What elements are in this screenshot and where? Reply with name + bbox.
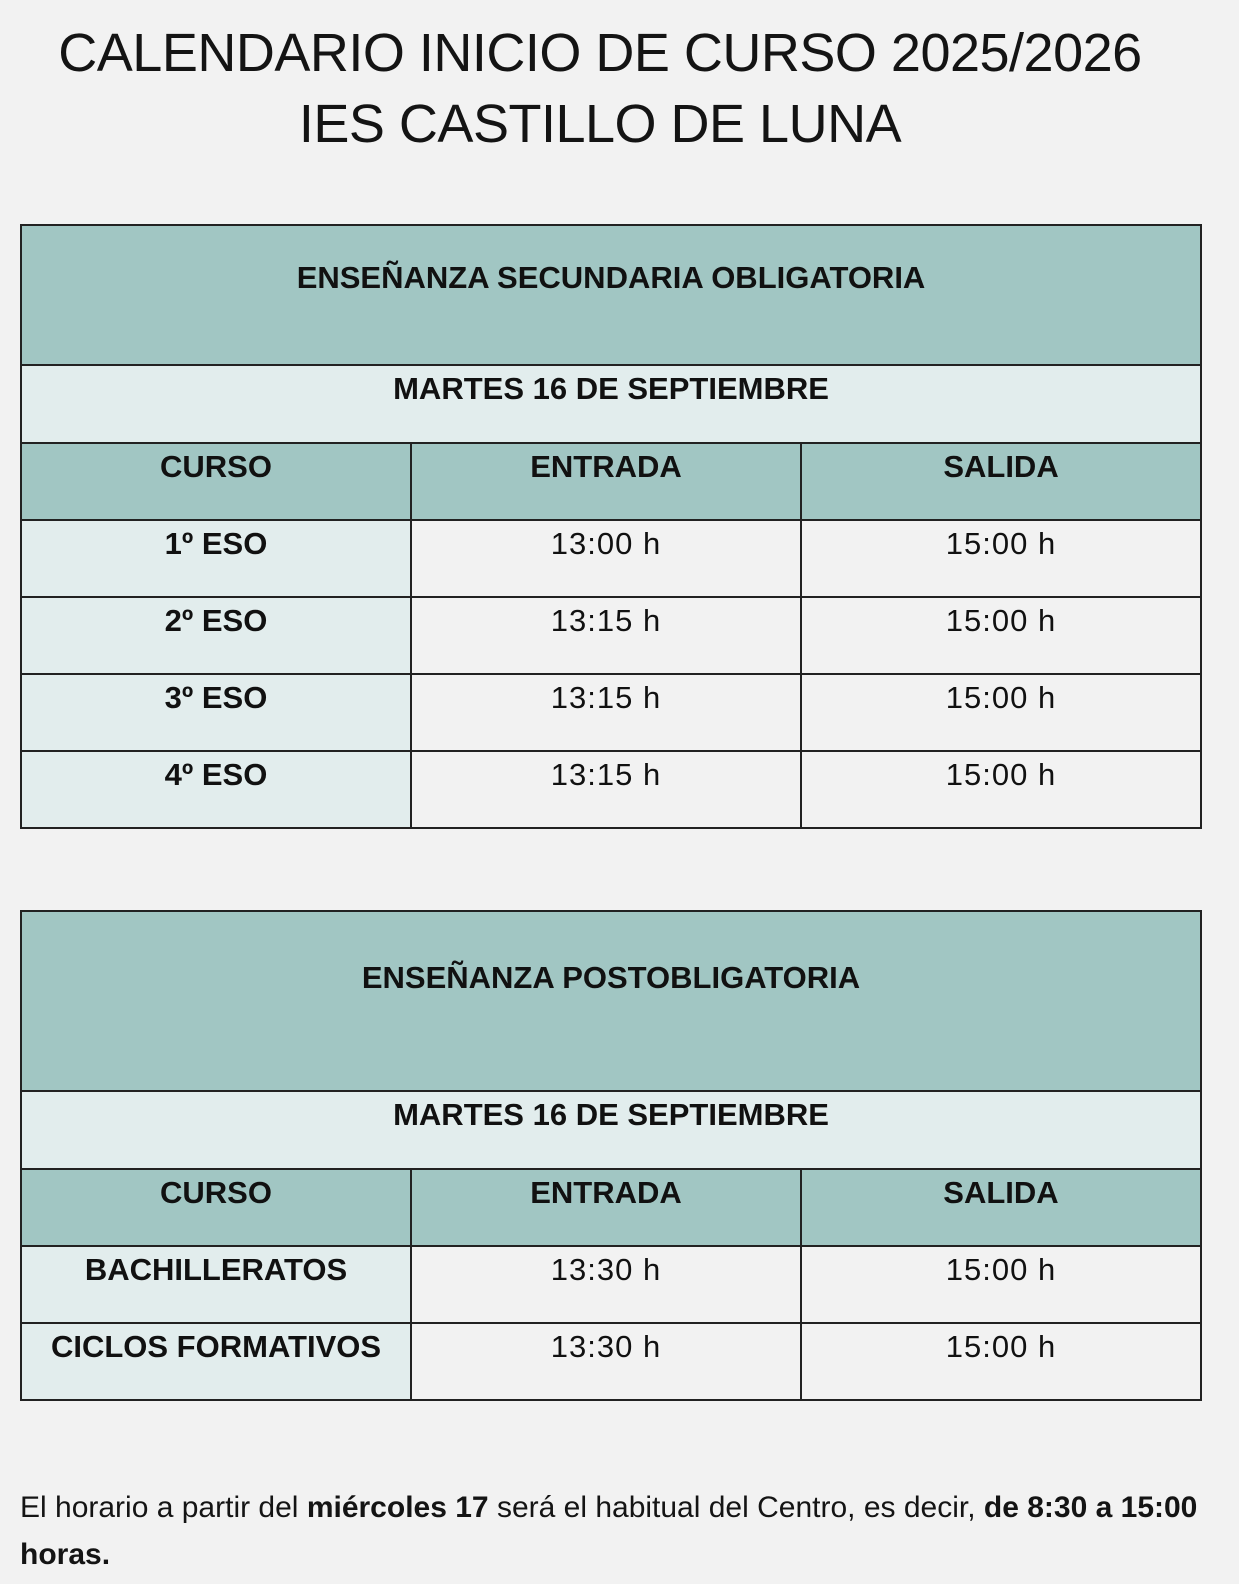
entrada-cell: 13:15 h bbox=[411, 751, 801, 828]
column-header-entrada: ENTRADA bbox=[411, 443, 801, 520]
curso-cell: CICLOS FORMATIVOS bbox=[21, 1323, 411, 1400]
entrada-cell: 13:15 h bbox=[411, 674, 801, 751]
salida-cell: 15:00 h bbox=[801, 1246, 1201, 1323]
curso-cell: 1º ESO bbox=[21, 520, 411, 597]
table-row bbox=[21, 1323, 1201, 1400]
note-day: miércoles 17 bbox=[306, 1491, 489, 1524]
note-hours: de 8:30 a 15:00 horas. bbox=[20, 1491, 1198, 1571]
postobligatoria-date: MARTES 16 DE SEPTIEMBRE bbox=[21, 1091, 1201, 1169]
postobligatoria-heading: ENSEÑANZA POSTOBLIGATORIA bbox=[21, 911, 1201, 1091]
entrada-cell: 13:00 h bbox=[411, 520, 801, 597]
curso-cell: 3º ESO bbox=[21, 674, 411, 751]
school-name: IES CASTILLO DE LUNA bbox=[298, 94, 902, 154]
secundaria-table bbox=[20, 224, 1202, 829]
salida-cell: 15:00 h bbox=[801, 751, 1201, 828]
table-row bbox=[21, 597, 1201, 674]
column-header-salida: SALIDA bbox=[801, 443, 1201, 520]
entrada-cell: 13:30 h bbox=[411, 1323, 801, 1400]
note-text: será el habitual del Centro, es decir, bbox=[488, 1491, 984, 1524]
salida-cell: 15:00 h bbox=[801, 1323, 1201, 1400]
curso-cell: 4º ESO bbox=[21, 751, 411, 828]
secundaria-heading: ENSEÑANZA SECUNDARIA OBLIGATORIA bbox=[21, 225, 1201, 365]
entrada-cell: 13:15 h bbox=[411, 597, 801, 674]
page-title: CALENDARIO INICIO DE CURSO 2025/2026 bbox=[58, 23, 1142, 83]
curso-cell: 2º ESO bbox=[21, 597, 411, 674]
salida-cell: 15:00 h bbox=[801, 674, 1201, 751]
salida-cell: 15:00 h bbox=[801, 597, 1201, 674]
table-row bbox=[21, 751, 1201, 828]
column-header-salida: SALIDA bbox=[801, 1169, 1201, 1246]
schedule-note bbox=[20, 1484, 1210, 1578]
salida-cell: 15:00 h bbox=[801, 520, 1201, 597]
entrada-cell: 13:30 h bbox=[411, 1246, 801, 1323]
table-row bbox=[21, 520, 1201, 597]
note-text: El horario a partir del bbox=[20, 1491, 307, 1524]
table-row bbox=[21, 1246, 1201, 1323]
curso-cell: BACHILLERATOS bbox=[21, 1246, 411, 1323]
column-header-curso: CURSO bbox=[21, 1169, 411, 1246]
postobligatoria-table bbox=[20, 910, 1202, 1401]
column-header-entrada: ENTRADA bbox=[411, 1169, 801, 1246]
column-header-curso: CURSO bbox=[21, 443, 411, 520]
table-row bbox=[21, 674, 1201, 751]
secundaria-date: MARTES 16 DE SEPTIEMBRE bbox=[21, 365, 1201, 443]
